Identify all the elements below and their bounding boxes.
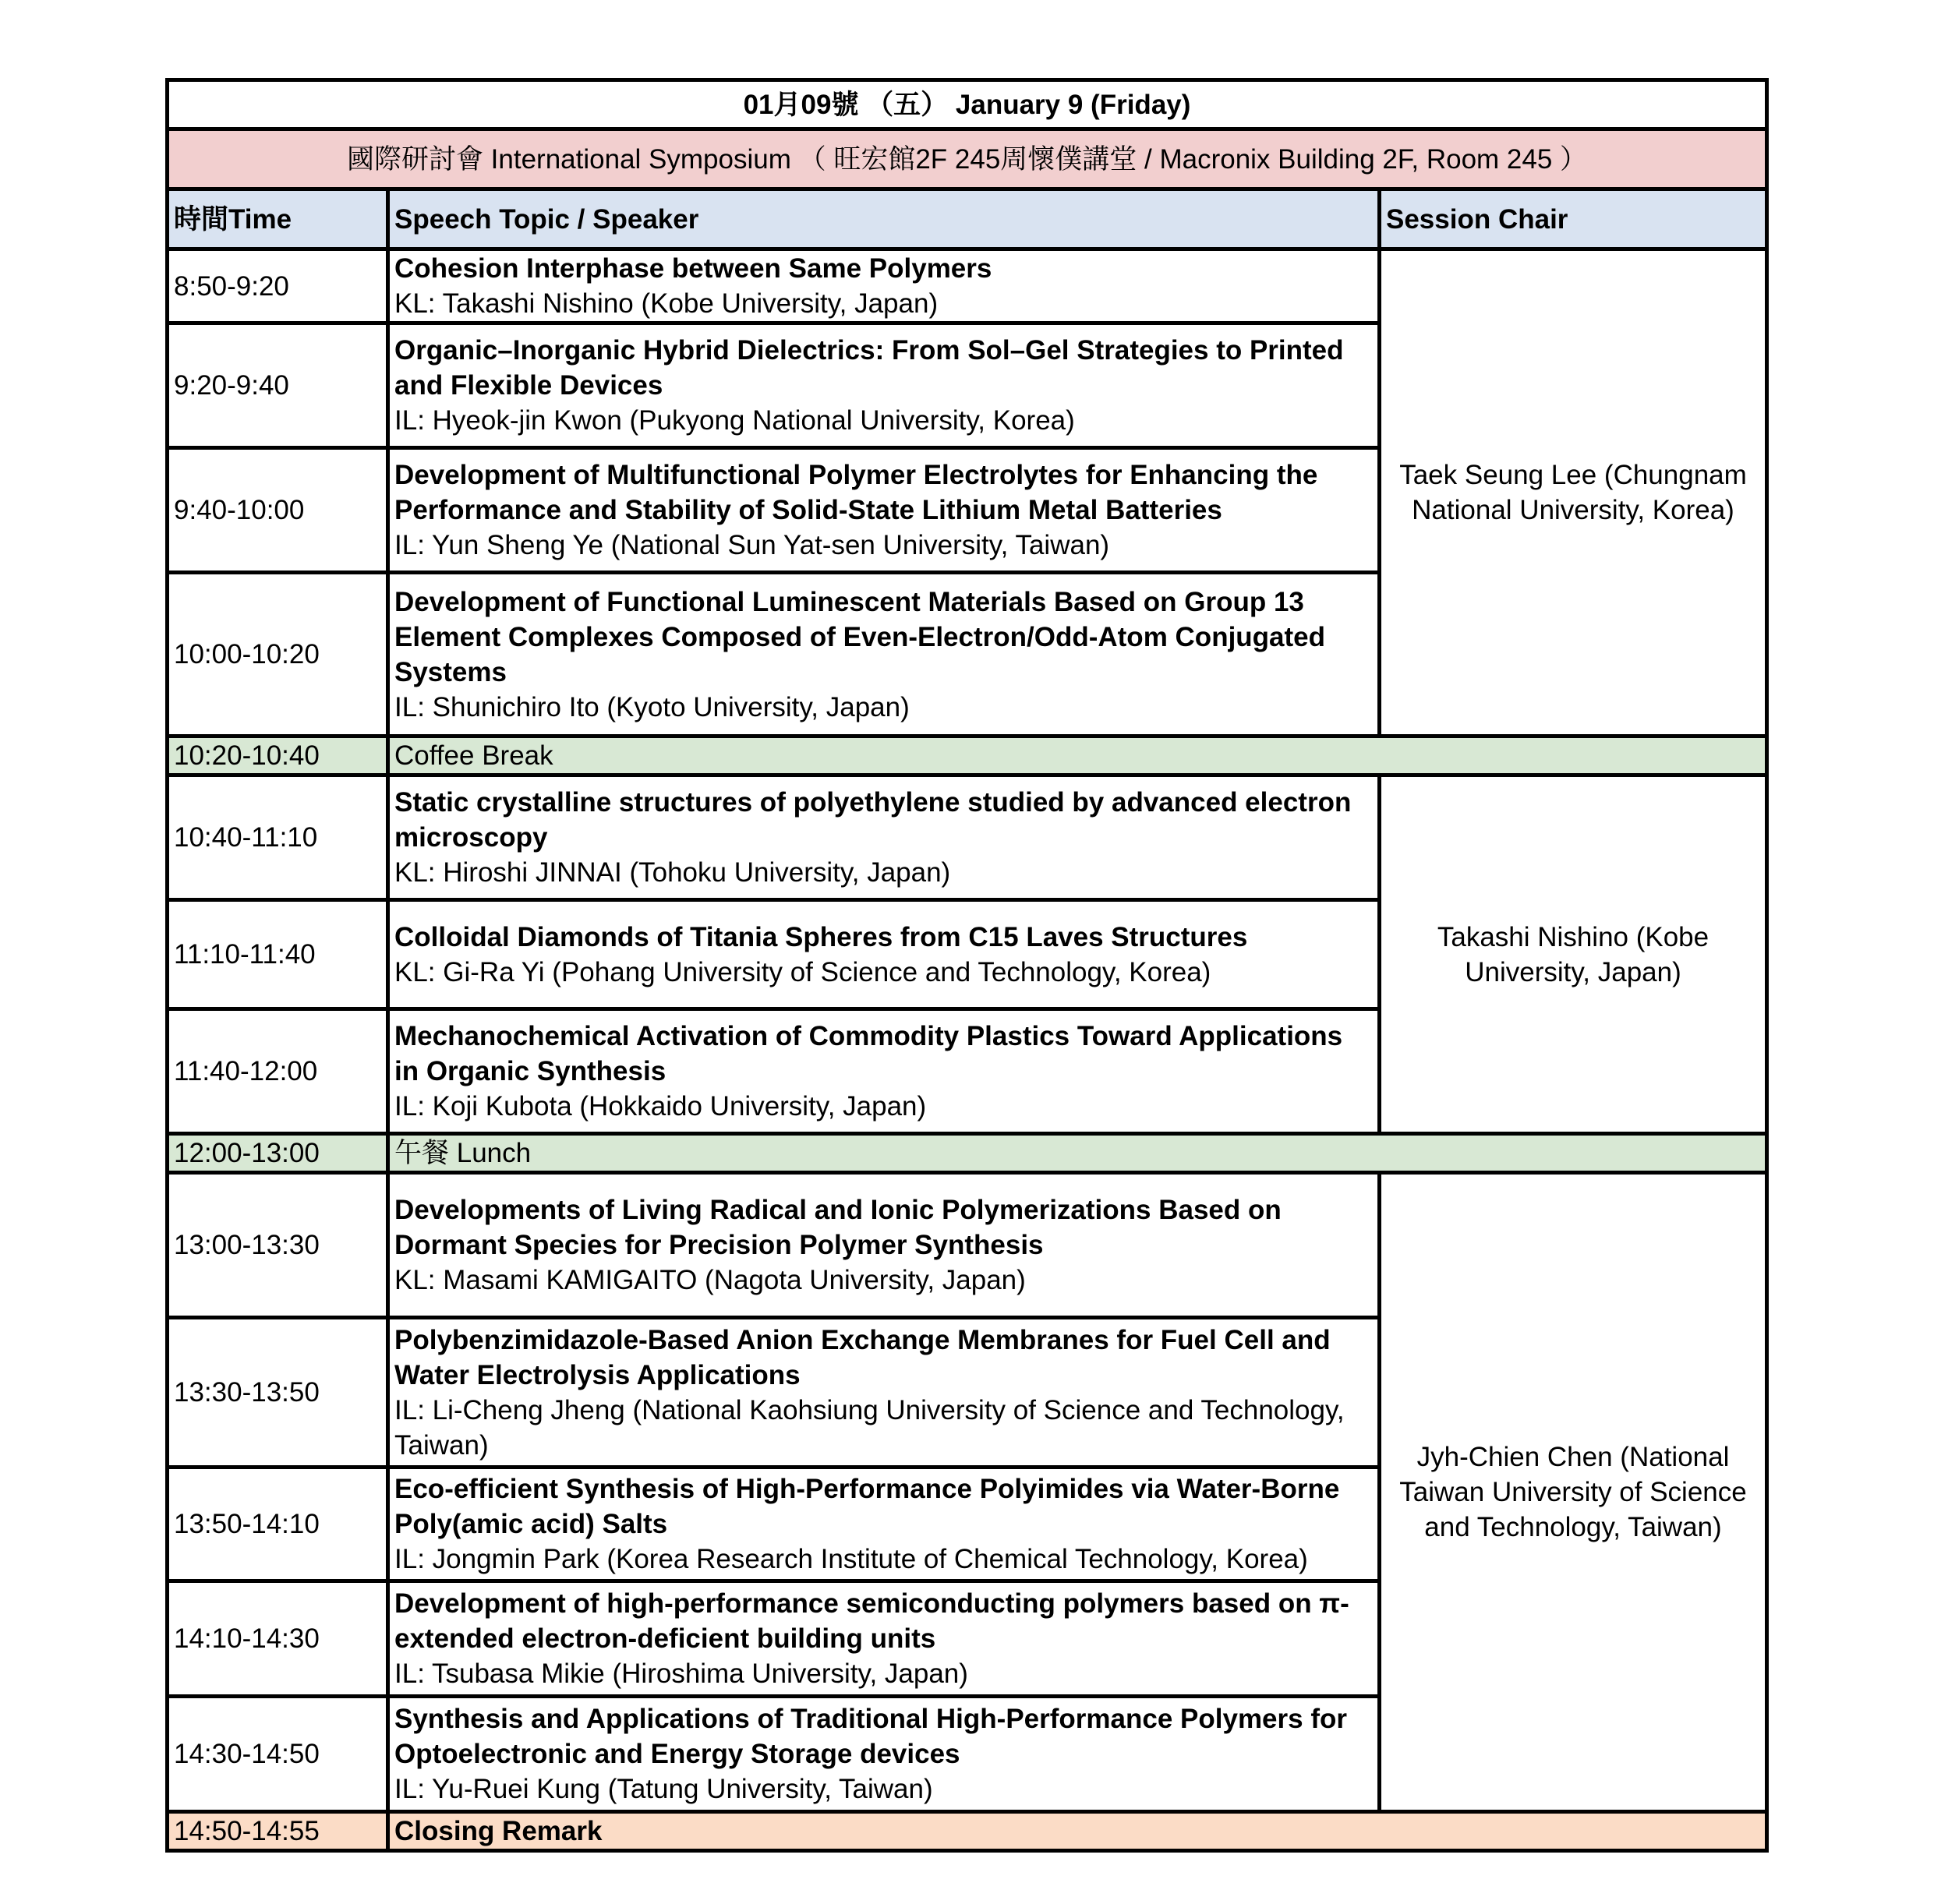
talk-cell xyxy=(388,1009,1380,1134)
talk-speaker: KL: Hiroshi JINNAI (Tohoku University, Japan) xyxy=(394,857,951,888)
session-chair: Takashi Nishino (Kobe University, Japan) xyxy=(1380,775,1767,1134)
talk-speaker: KL: Masami KAMIGAITO (Nagota University, Japan) xyxy=(394,1265,1026,1295)
break-label: Coffee Break xyxy=(388,737,1767,775)
talk-title: Development of Functional Luminescent Materials Based on Group 13 Element Complexes Composed of Even-Electron/Odd-Atom Conjugated Systems xyxy=(394,586,1326,687)
venue-banner: 國際研討會 International Symposium （ 旺宏館2F 245周懷僕講堂 / Macronix Building 2F, Room 245 ） xyxy=(168,129,1767,189)
talk-title: Eco-efficient Synthesis of High-Performance Polyimides via Water-Borne Poly(amic acid) Salts xyxy=(394,1474,1340,1539)
talk-title: Synthesis and Applications of Traditional High-Performance Polymers for Optoelectronic and Energy Storage devices xyxy=(394,1704,1347,1769)
talk-cell xyxy=(388,1318,1380,1468)
talk-title: Development of Multifunctional Polymer Electrolytes for Enhancing the Performance and Stability of Solid-State Lithium Metal Batteries xyxy=(394,460,1318,525)
talk-cell xyxy=(388,448,1380,573)
session-chair: Jyh-Chien Chen (National Taiwan University of Science and Technology, Taiwan) xyxy=(1380,1173,1767,1812)
talk-time: 14:10-14:30 xyxy=(168,1581,388,1697)
talk-speaker: IL: Jongmin Park (Korea Research Institute of Chemical Technology, Korea) xyxy=(394,1544,1308,1574)
talk-cell xyxy=(388,249,1380,323)
session-chair: Taek Seung Lee (Chungnam National University, Korea) xyxy=(1380,249,1767,737)
talk-speaker: IL: Yun Sheng Ye (National Sun Yat-sen University, Taiwan) xyxy=(394,530,1110,560)
talk-time: 13:30-13:50 xyxy=(168,1318,388,1468)
talk-cell xyxy=(388,900,1380,1009)
venue-row xyxy=(168,129,1767,189)
header-time: 時間Time xyxy=(168,189,388,249)
talk-cell xyxy=(388,1468,1380,1581)
talk-speaker: IL: Tsubasa Mikie (Hiroshima University, Japan) xyxy=(394,1658,968,1689)
talk-cell xyxy=(388,1173,1380,1318)
talk-speaker: KL: Gi-Ra Yi (Pohang University of Science and Technology, Korea) xyxy=(394,956,1211,987)
talk-speaker: KL: Takashi Nishino (Kobe University, Japan) xyxy=(394,288,939,319)
talk-speaker: IL: Shunichiro Ito (Kyoto University, Japan) xyxy=(394,691,910,722)
break-label: 午餐 Lunch xyxy=(388,1134,1767,1173)
talk-title: Static crystalline structures of polyethylene studied by advanced electron microscopy xyxy=(394,787,1352,853)
talk-title: Development of high-performance semiconducting polymers based on π-extended electron-deficient building units xyxy=(394,1588,1349,1654)
talk-title: Organic–Inorganic Hybrid Dielectrics: From Sol–Gel Strategies to Printed and Flexible Devices xyxy=(394,335,1344,401)
talk-title: Colloidal Diamonds of Titania Spheres from C15 Laves Structures xyxy=(394,921,1248,952)
coffee-break-row xyxy=(168,737,1767,775)
talk-time: 9:40-10:00 xyxy=(168,448,388,573)
talk-row xyxy=(168,249,1767,323)
talk-time: 10:40-11:10 xyxy=(168,775,388,900)
talk-cell xyxy=(388,1581,1380,1697)
title-row xyxy=(168,80,1767,129)
break-time: 10:20-10:40 xyxy=(168,737,388,775)
talk-speaker: IL: Koji Kubota (Hokkaido University, Japan) xyxy=(394,1091,927,1122)
talk-time: 10:00-10:20 xyxy=(168,573,388,737)
talk-row xyxy=(168,775,1767,900)
talk-time: 11:10-11:40 xyxy=(168,900,388,1009)
talk-title: Developments of Living Radical and Ionic Polymerizations Based on Dormant Species for Precision Polymer Synthesis xyxy=(394,1195,1282,1260)
schedule-date-title: 01月09號 （五） January 9 (Friday) xyxy=(168,80,1767,129)
talk-title: Cohesion Interphase between Same Polymers xyxy=(394,253,992,284)
talk-cell xyxy=(388,323,1380,448)
header-topic: Speech Topic / Speaker xyxy=(388,189,1380,249)
talk-title: Mechanochemical Activation of Commodity Plastics Toward Applications in Organic Synthesis xyxy=(394,1021,1343,1086)
talk-time: 13:00-13:30 xyxy=(168,1173,388,1318)
lunch-break-row xyxy=(168,1134,1767,1173)
header-chair: Session Chair xyxy=(1380,189,1767,249)
talk-cell xyxy=(388,775,1380,900)
talk-cell xyxy=(388,1697,1380,1812)
talk-time: 11:40-12:00 xyxy=(168,1009,388,1134)
talk-time: 14:30-14:50 xyxy=(168,1697,388,1812)
talk-title: Polybenzimidazole-Based Anion Exchange Membranes for Fuel Cell and Water Electrolysis Applications xyxy=(394,1324,1331,1390)
closing-time: 14:50-14:55 xyxy=(168,1812,388,1851)
header-row xyxy=(168,189,1767,249)
talk-speaker: IL: Yu-Ruei Kung (Tatung University, Taiwan) xyxy=(394,1774,933,1804)
talk-cell xyxy=(388,573,1380,737)
talk-speaker: IL: Hyeok-jin Kwon (Pukyong National University, Korea) xyxy=(394,405,1075,436)
talk-time: 8:50-9:20 xyxy=(168,249,388,323)
schedule-table xyxy=(165,78,1769,1853)
talk-time: 13:50-14:10 xyxy=(168,1468,388,1581)
talk-row xyxy=(168,1173,1767,1318)
closing-row xyxy=(168,1812,1767,1851)
break-time: 12:00-13:00 xyxy=(168,1134,388,1173)
closing-label: Closing Remark xyxy=(388,1812,1767,1851)
talk-time: 9:20-9:40 xyxy=(168,323,388,448)
talk-speaker: IL: Li-Cheng Jheng (National Kaohsiung University of Science and Technology, Taiwan) xyxy=(394,1394,1345,1461)
